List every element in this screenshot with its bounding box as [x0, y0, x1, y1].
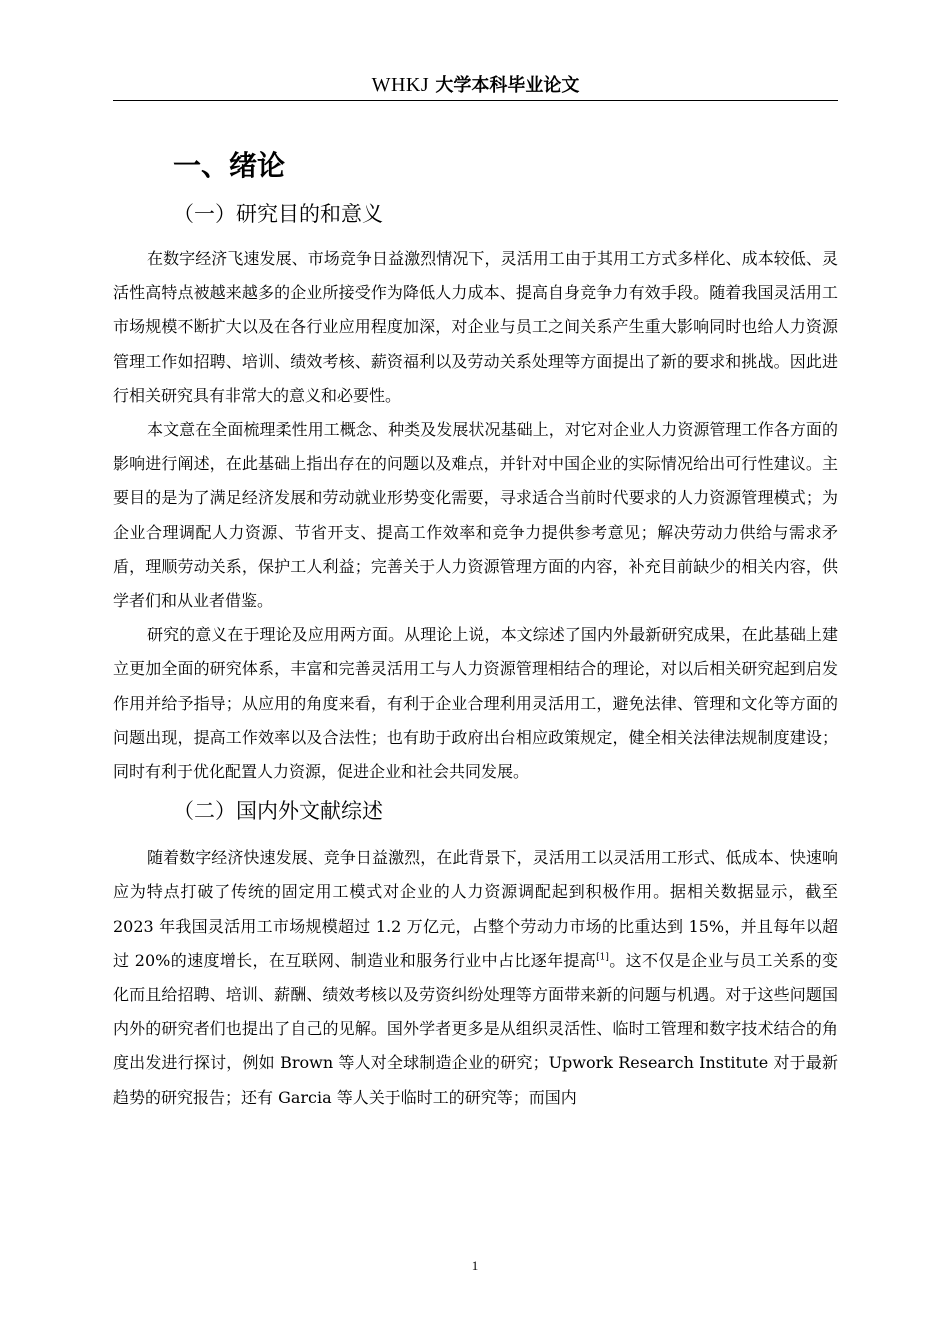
page-number: 1: [471, 1258, 479, 1273]
section-title-literature-review: （二）国内外文献综述: [173, 799, 383, 824]
header-title: 大学本科毕业论文: [435, 75, 580, 96]
paragraph: 在数字经济飞速发展、市场竞争日益激烈情况下，灵活用工由于其用工方式多样化、成本较低、灵活性高特点被越来越多的企业所接受作为降低人力成本、提高自身竞争力有效手段。随着我国灵活用工市场规模不断扩大以及在各行业应用程度加深，对企业与员工之间关系产生重大影响同时也给人力资源管理工作如招聘、培训、绩效考核、薪资福利以及劳动关系处理等方面提出了新的要求和挑战。因此进行相关研究具有非常大的意义和必要性。: [113, 249, 838, 405]
page-content: [113, 138, 838, 1115]
paragraph-text: 。这不仅是企业与员工关系的变化而且给招聘、培训、薪酬、绩效考核以及劳资纠纷处理等方面带来新的问题与机遇。对于这些问题国内外的研究者们也提出了自己的见解。国外学者更多是从组织灵活性、临时工管理和数字技术结合的角度出发进行探讨，例如 Brown 等人对全球制造企业的研究；Upwork Research Institute 对于最新趋势的研究报告；还有 Garcia 等人关于临时工的研究等；而国内: [113, 950, 838, 1107]
paragraph: 本文意在全面梳理柔性用工概念、种类及发展状况基础上，对它对企业人力资源管理工作各方面的影响进行阐述，在此基础上指出存在的问题以及难点，并针对中国企业的实际情况给出可行性建议。主要目的是为了满足经济发展和劳动就业形势变化需要，寻求适合当前时代要求的人力资源管理模式；为企业合理调配人力资源、节省开支、提高工作效率和竞争力提供参考意见；解决劳动力供给与需求矛盾，理顺劳动关系，保护工人利益；完善关于人力资源管理方面的内容，补充目前缺少的相关内容，供学者们和从业者借鉴。: [113, 420, 838, 611]
chapter-title: 一、绪论: [173, 149, 286, 182]
section-title-purpose: （一）研究目的和意义: [173, 202, 383, 226]
paragraph-text: 随着数字经济快速发展、竞争日益激烈，在此背景下，灵活用工以灵活用工形式、低成本、快速响应为特点打破了传统的固定用工模式对企业的人力资源调配起到积极作用。据相关数据显示，截至 2023 年我国灵活用工市场规模超过 1.2 万亿元，占整个劳动力市场的比重达到 15%，并且每年以超过 20%的速度增长，在互联网、制造业和服务行业中占比逐年提高: [113, 848, 838, 970]
citation-marker: [1]: [596, 952, 609, 963]
page-header: [113, 72, 838, 101]
paragraph-with-citation: [113, 841, 838, 1115]
header-latin: WHKJ: [371, 74, 430, 96]
paragraph: 研究的意义在于理论及应用两方面。从理论上说，本文综述了国内外最新研究成果，在此基础上建立更加全面的研究体系，丰富和完善灵活用工与人力资源管理相结合的理论，对以后相关研究起到启发作用并给予指导；从应用的角度来看，有利于企业合理利用灵活用工，避免法律、管理和文化等方面的问题出现，提高工作效率以及合法性；也有助于政府出台相应政策规定，健全相关法律法规制度建设；同时有利于优化配置人力资源，促进企业和社会共同发展。: [113, 625, 838, 782]
